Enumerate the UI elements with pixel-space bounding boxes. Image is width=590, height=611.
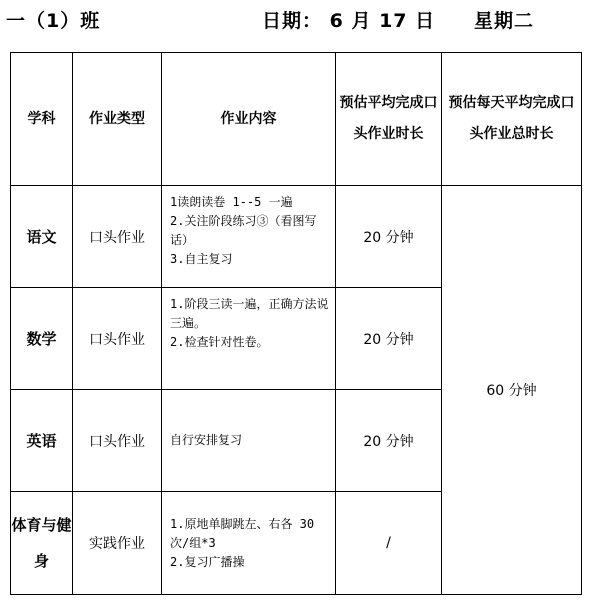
page-header [0,0,590,44]
content-cell: 自行安排复习 [162,390,336,492]
type-cell: 口头作业 [73,390,162,492]
time-cell: 20 分钟 [336,390,442,492]
time-cell: 20 分钟 [336,186,442,288]
class-name: 一（1）班 [6,10,101,32]
date-label: 日期： 6 月 17 日 [262,10,436,32]
content-cell: 1读朗读卷 1--5 一遍 2.关注阶段练习③（看图写话） 3.自主复习 [162,186,336,288]
content-cell: 1.原地单脚跳左、右各 30 次/组*3 2.复习广播操 [162,492,336,595]
col-header-type: 作业类型 [73,53,162,186]
time-cell: 20 分钟 [336,288,442,390]
col-header-avg-time: 预估平均完成口头作业时长 [336,53,442,186]
weekday-label: 星期二 [474,10,535,32]
type-cell: 实践作业 [73,492,162,595]
subject-cell: 数学 [11,288,73,390]
content-cell: 1.阶段三读一遍，正确方法说三遍。 2.检查针对性卷。 [162,288,336,390]
type-cell: 口头作业 [73,186,162,288]
time-cell: / [336,492,442,595]
table-row [11,186,582,288]
subject-cell: 语文 [11,186,73,288]
table-header-row [11,53,582,186]
subject-cell: 英语 [11,390,73,492]
col-header-content: 作业内容 [162,53,336,186]
col-header-subject: 学科 [11,53,73,186]
subject-cell: 体育与健身 [11,492,73,595]
homework-table [10,52,582,595]
type-cell: 口头作业 [73,288,162,390]
col-header-daily-total: 预估每天平均完成口头作业总时长 [442,53,582,186]
daily-total-cell: 60 分钟 [442,186,582,595]
